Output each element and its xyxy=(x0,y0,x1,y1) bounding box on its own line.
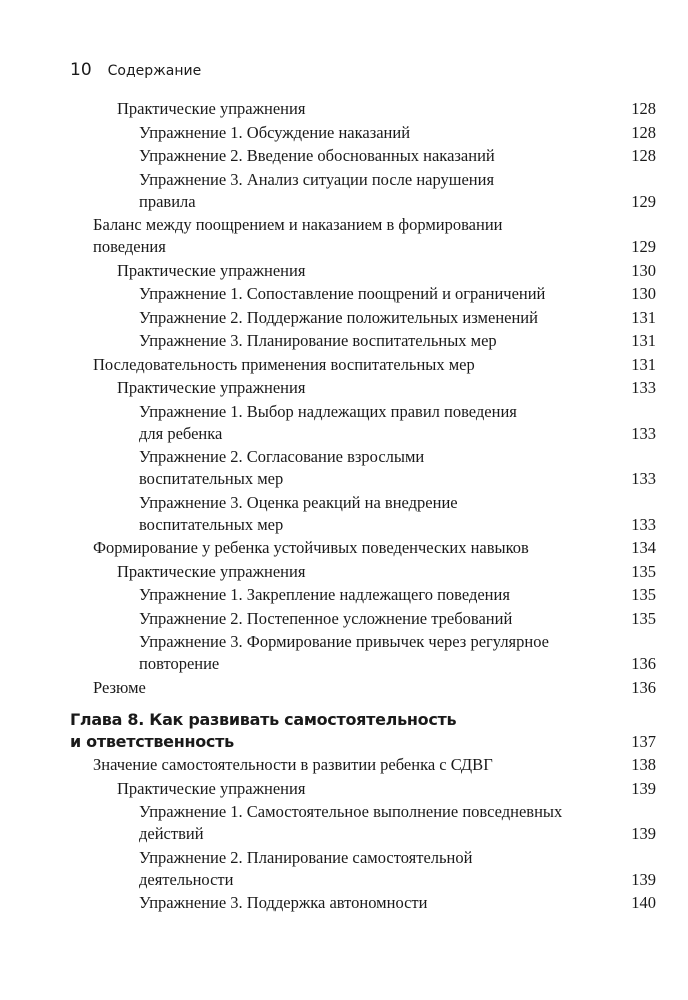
toc-entry-text: Практические упражнения xyxy=(117,99,306,118)
running-header-title: Содержание xyxy=(107,63,202,79)
toc-page-number: 129 xyxy=(631,191,656,211)
toc-entry-text: Упражнение 1. Закрепление надлежащего поведения xyxy=(139,585,510,604)
toc-entry-text: Упражнение 3. Поддержка автономности xyxy=(139,893,428,912)
toc-entry xyxy=(0,283,688,305)
toc-page-number: 133 xyxy=(631,469,656,488)
toc-entry-text: Резюме xyxy=(93,677,146,697)
table-of-contents xyxy=(0,98,688,916)
toc-entry xyxy=(0,537,688,559)
toc-entry xyxy=(0,677,688,699)
toc-page-number: 131 xyxy=(631,354,656,374)
toc-entry-text: повторение xyxy=(139,654,220,673)
toc-page-number: 136 xyxy=(631,677,656,697)
toc-page-number: 139 xyxy=(631,824,656,843)
toc-entry-text: Упражнение 2. Постепенное усложнение требований xyxy=(139,608,513,628)
toc-entry-text: Упражнение 3. Планирование воспитательных мер xyxy=(139,331,497,350)
toc-entry-text: Упражнение 3. Оценка реакций на внедрение xyxy=(139,492,458,512)
toc-page-number: 128 xyxy=(631,122,656,142)
toc-entry-text: Упражнение 1. Обсуждение наказаний xyxy=(139,122,411,142)
toc-entry-text: Упражнение 1. Выбор надлежащих правил поведения xyxy=(139,401,517,421)
toc-entry-text: Упражнение 2. Поддержание положительных изменений xyxy=(139,307,538,327)
toc-page-number: 133 xyxy=(631,514,656,534)
toc-page-number: 130 xyxy=(631,284,656,303)
toc-entry-text: Последовательность применения воспитательных мер xyxy=(93,354,475,374)
toc-page-number: 139 xyxy=(631,869,656,889)
toc-page-number: 135 xyxy=(631,561,656,581)
toc-page-number: 140 xyxy=(631,893,656,912)
toc-page-number: 135 xyxy=(631,608,656,628)
toc-entry xyxy=(0,330,688,352)
toc-entry xyxy=(0,561,688,583)
toc-page-number: 129 xyxy=(631,237,656,256)
toc-entry xyxy=(0,122,688,144)
toc-entry-text: Практические упражнения xyxy=(117,561,306,581)
toc-entry-text: Баланс между поощрением и наказанием в формировании xyxy=(93,215,503,234)
toc-entry xyxy=(0,608,688,630)
toc-chapter xyxy=(0,709,688,753)
toc-entry-text: правила xyxy=(139,191,196,211)
toc-entry xyxy=(0,98,688,120)
toc-entry xyxy=(0,492,688,536)
toc-entry-text: Упражнение 2. Согласование взрослыми xyxy=(139,447,425,466)
toc-entry-text: воспитательных мер xyxy=(139,469,284,488)
toc-entry-text: Практические упражнения xyxy=(117,378,306,397)
toc-page-number: 128 xyxy=(631,146,656,165)
toc-entry xyxy=(0,754,688,776)
toc-page-number: 131 xyxy=(631,331,656,350)
toc-entry xyxy=(0,307,688,329)
toc-entry xyxy=(0,145,688,167)
toc-entry xyxy=(0,354,688,376)
toc-page-number: 133 xyxy=(631,378,656,397)
toc-page-number: 138 xyxy=(631,755,656,774)
toc-entry-text: Формирование у ребенка устойчивых поведенческих навыков xyxy=(93,538,529,557)
toc-entry xyxy=(0,260,688,282)
toc-entry xyxy=(0,892,688,914)
toc-entry xyxy=(0,377,688,399)
toc-entry-text: и ответственность xyxy=(70,731,234,751)
toc-entry xyxy=(0,446,688,490)
toc-page-number: 139 xyxy=(631,778,656,798)
toc-entry xyxy=(0,847,688,891)
toc-entry-text: Упражнение 2. Планирование самостоятельной xyxy=(139,847,473,867)
toc-entry-text: Упражнение 2. Введение обоснованных наказаний xyxy=(139,146,495,165)
toc-entry-text: Практические упражнения xyxy=(117,778,306,798)
toc-page-number: 135 xyxy=(631,585,656,604)
toc-entry-text: Практические упражнения xyxy=(117,260,306,280)
toc-entry-text: Значение самостоятельности в развитии ребенка с СДВГ xyxy=(93,755,493,774)
toc-entry xyxy=(0,169,688,213)
toc-entry-text: Упражнение 1. Сопоставление поощрений и ограничений xyxy=(139,284,546,303)
toc-entry-text: поведения xyxy=(93,237,166,256)
toc-page-number: 131 xyxy=(631,307,656,327)
toc-page-number: 130 xyxy=(631,260,656,280)
toc-entry-text: Упражнение 3. Формирование привычек через регулярное xyxy=(139,632,549,651)
toc-entry-text: для ребенка xyxy=(139,423,223,443)
toc-entry-text: действий xyxy=(139,824,204,843)
toc-entry-text: Упражнение 3. Анализ ситуации после нарушения xyxy=(139,169,495,189)
toc-page-number: 136 xyxy=(631,654,656,673)
toc-entry-text: деятельности xyxy=(139,869,234,889)
running-header xyxy=(70,60,201,84)
toc-entry xyxy=(0,401,688,445)
toc-entry-text: воспитательных мер xyxy=(139,514,284,534)
toc-entry xyxy=(0,778,688,800)
toc-entry xyxy=(0,584,688,606)
toc-page-number: 134 xyxy=(631,538,656,557)
toc-page-number: 128 xyxy=(631,99,656,118)
toc-entry xyxy=(0,214,688,258)
page-number: 10 xyxy=(70,60,92,80)
toc-page-number: 133 xyxy=(631,423,656,443)
toc-page-number: 137 xyxy=(631,731,656,751)
toc-entry xyxy=(0,801,688,845)
toc-entry-text: Упражнение 1. Самостоятельное выполнение повседневных xyxy=(139,802,563,821)
toc-entry xyxy=(0,631,688,675)
toc-entry-text: Глава 8. Как развивать самостоятельность xyxy=(70,709,457,729)
